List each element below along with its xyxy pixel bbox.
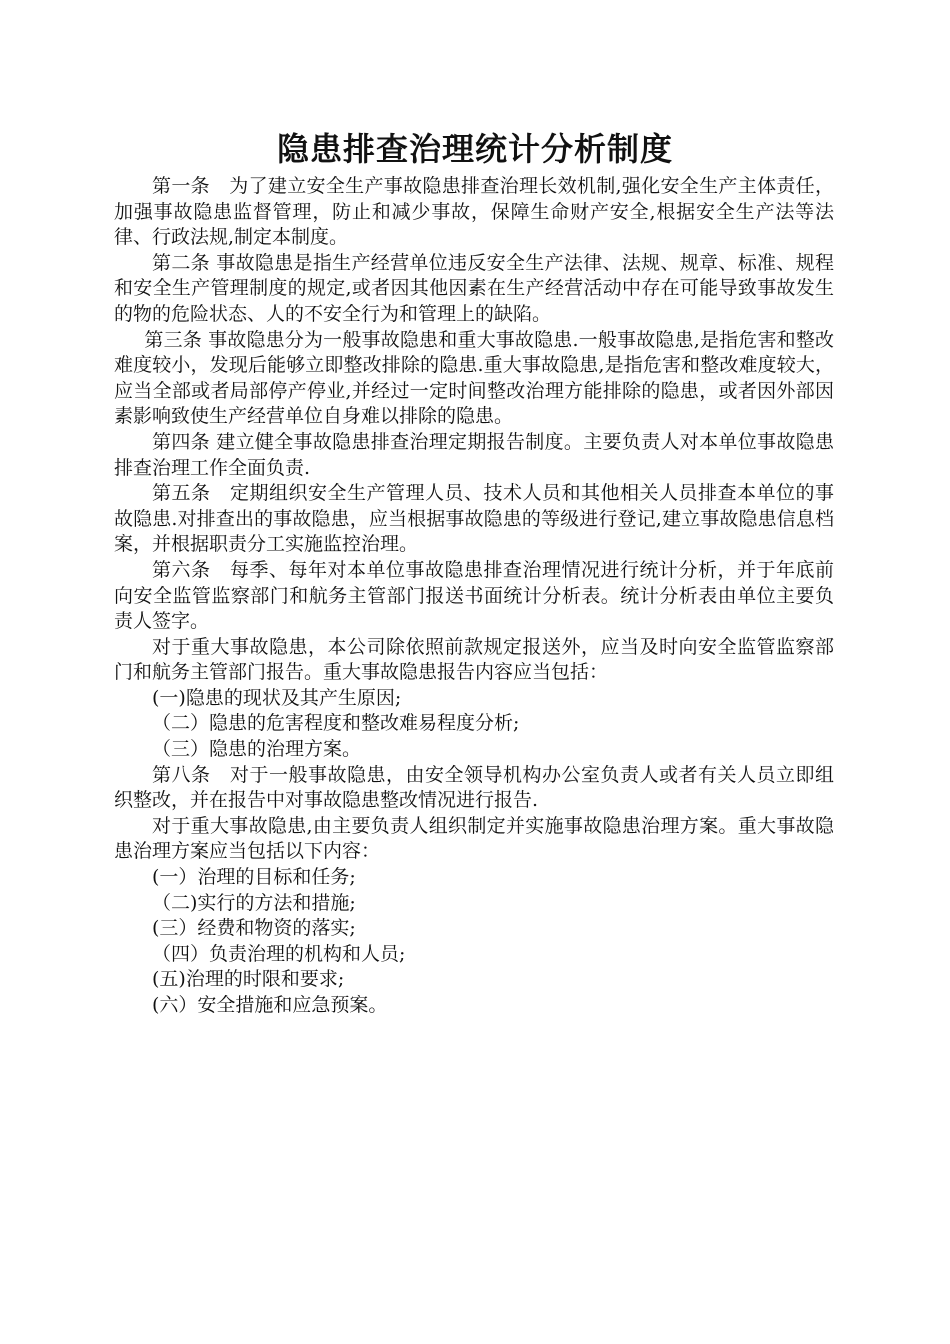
article-6-paragraph: 第六条 每季、每年对本单位事故隐患排查治理情况进行统计分析，并于年底前向安全监管监察部门和航务主管部门报送书面统计分析表。统计分析表由单位主要负责人签字。: [114, 558, 834, 633]
plan-item: （四）负责治理的机构和人员;: [152, 942, 406, 965]
document-title: 隐患排查治理统计分析制度: [276, 130, 673, 168]
article-2-paragraph: 第二条 事故隐患是指生产经营单位违反安全生产法律、法规、规章、标准、规程和安全生产管理制度的规定,或者因其他因素在生产经营活动中存在可能导致事故发生的物的危险状态、人的不安全行为和管理上的缺陷。: [114, 251, 834, 325]
plan-item: （二)实行的方法和措施;: [152, 891, 356, 914]
article-8-paragraph: 第八条 对于一般事故隐患，由安全领导机构办公室负责人或者有关人员立即组织整改，并在报告中对事故隐患整改情况进行报告.: [114, 763, 834, 812]
report-item: (一)隐患的现状及其产生原因;: [152, 686, 402, 709]
major-hazard-report-paragraph: 对于重大事故隐患，本公司除依照前款规定报送外，应当及时向安全监管监察部门和航务主管部门报告。重大事故隐患报告内容应当包括：: [114, 635, 834, 684]
article-3-paragraph: 第三条 事故隐患分为一般事故隐患和重大事故隐患.一般事故隐患,是指危害和整改难度较小，发现后能够立即整改排除的隐患.重大事故隐患,是指危害和整改难度较大，应当全部或者局部停产停业,并经过一定时间整改治理方能排除的隐患，或者因外部因素影响致使生产经营单位自身难以排除的隐患。: [114, 328, 834, 428]
plan-item: (三）经费和物资的落实;: [152, 917, 356, 940]
plan-item: (六）安全措施和应急预案。: [152, 994, 388, 1016]
report-item: （三）隐患的治理方案。: [152, 738, 362, 761]
plan-item: (一）治理的目标和任务;: [152, 866, 356, 889]
article-4-paragraph: 第四条 建立健全事故隐患排查治理定期报告制度。主要负责人对本单位事故隐患排查治理工作全面负责.: [114, 430, 834, 479]
article-1-paragraph: 第一条 为了建立安全生产事故隐患排查治理长效机制,强化安全生产主体责任，加强事故隐患监督管理，防止和减少事故，保障生命财产安全,根据安全生产法等法律、行政法规,制定本制度。: [114, 175, 834, 249]
plan-item: (五)治理的时限和要求;: [152, 968, 345, 991]
article-5-paragraph: 第五条 定期组织安全生产管理人员、技术人员和其他相关人员排查本单位的事故隐患.对排查出的事故隐患，应当根据事故隐患的等级进行登记,建立事故隐患信息档案，并根据职责分工实施监控治理。: [114, 482, 834, 556]
report-item: （二）隐患的危害程度和整改难易程度分析;: [152, 712, 520, 735]
treatment-plan-paragraph: 对于重大事故隐患,由主要负责人组织制定并实施事故隐患治理方案。重大事故隐患治理方案应当包括以下内容：: [114, 814, 834, 863]
document-body: [114, 174, 834, 1019]
